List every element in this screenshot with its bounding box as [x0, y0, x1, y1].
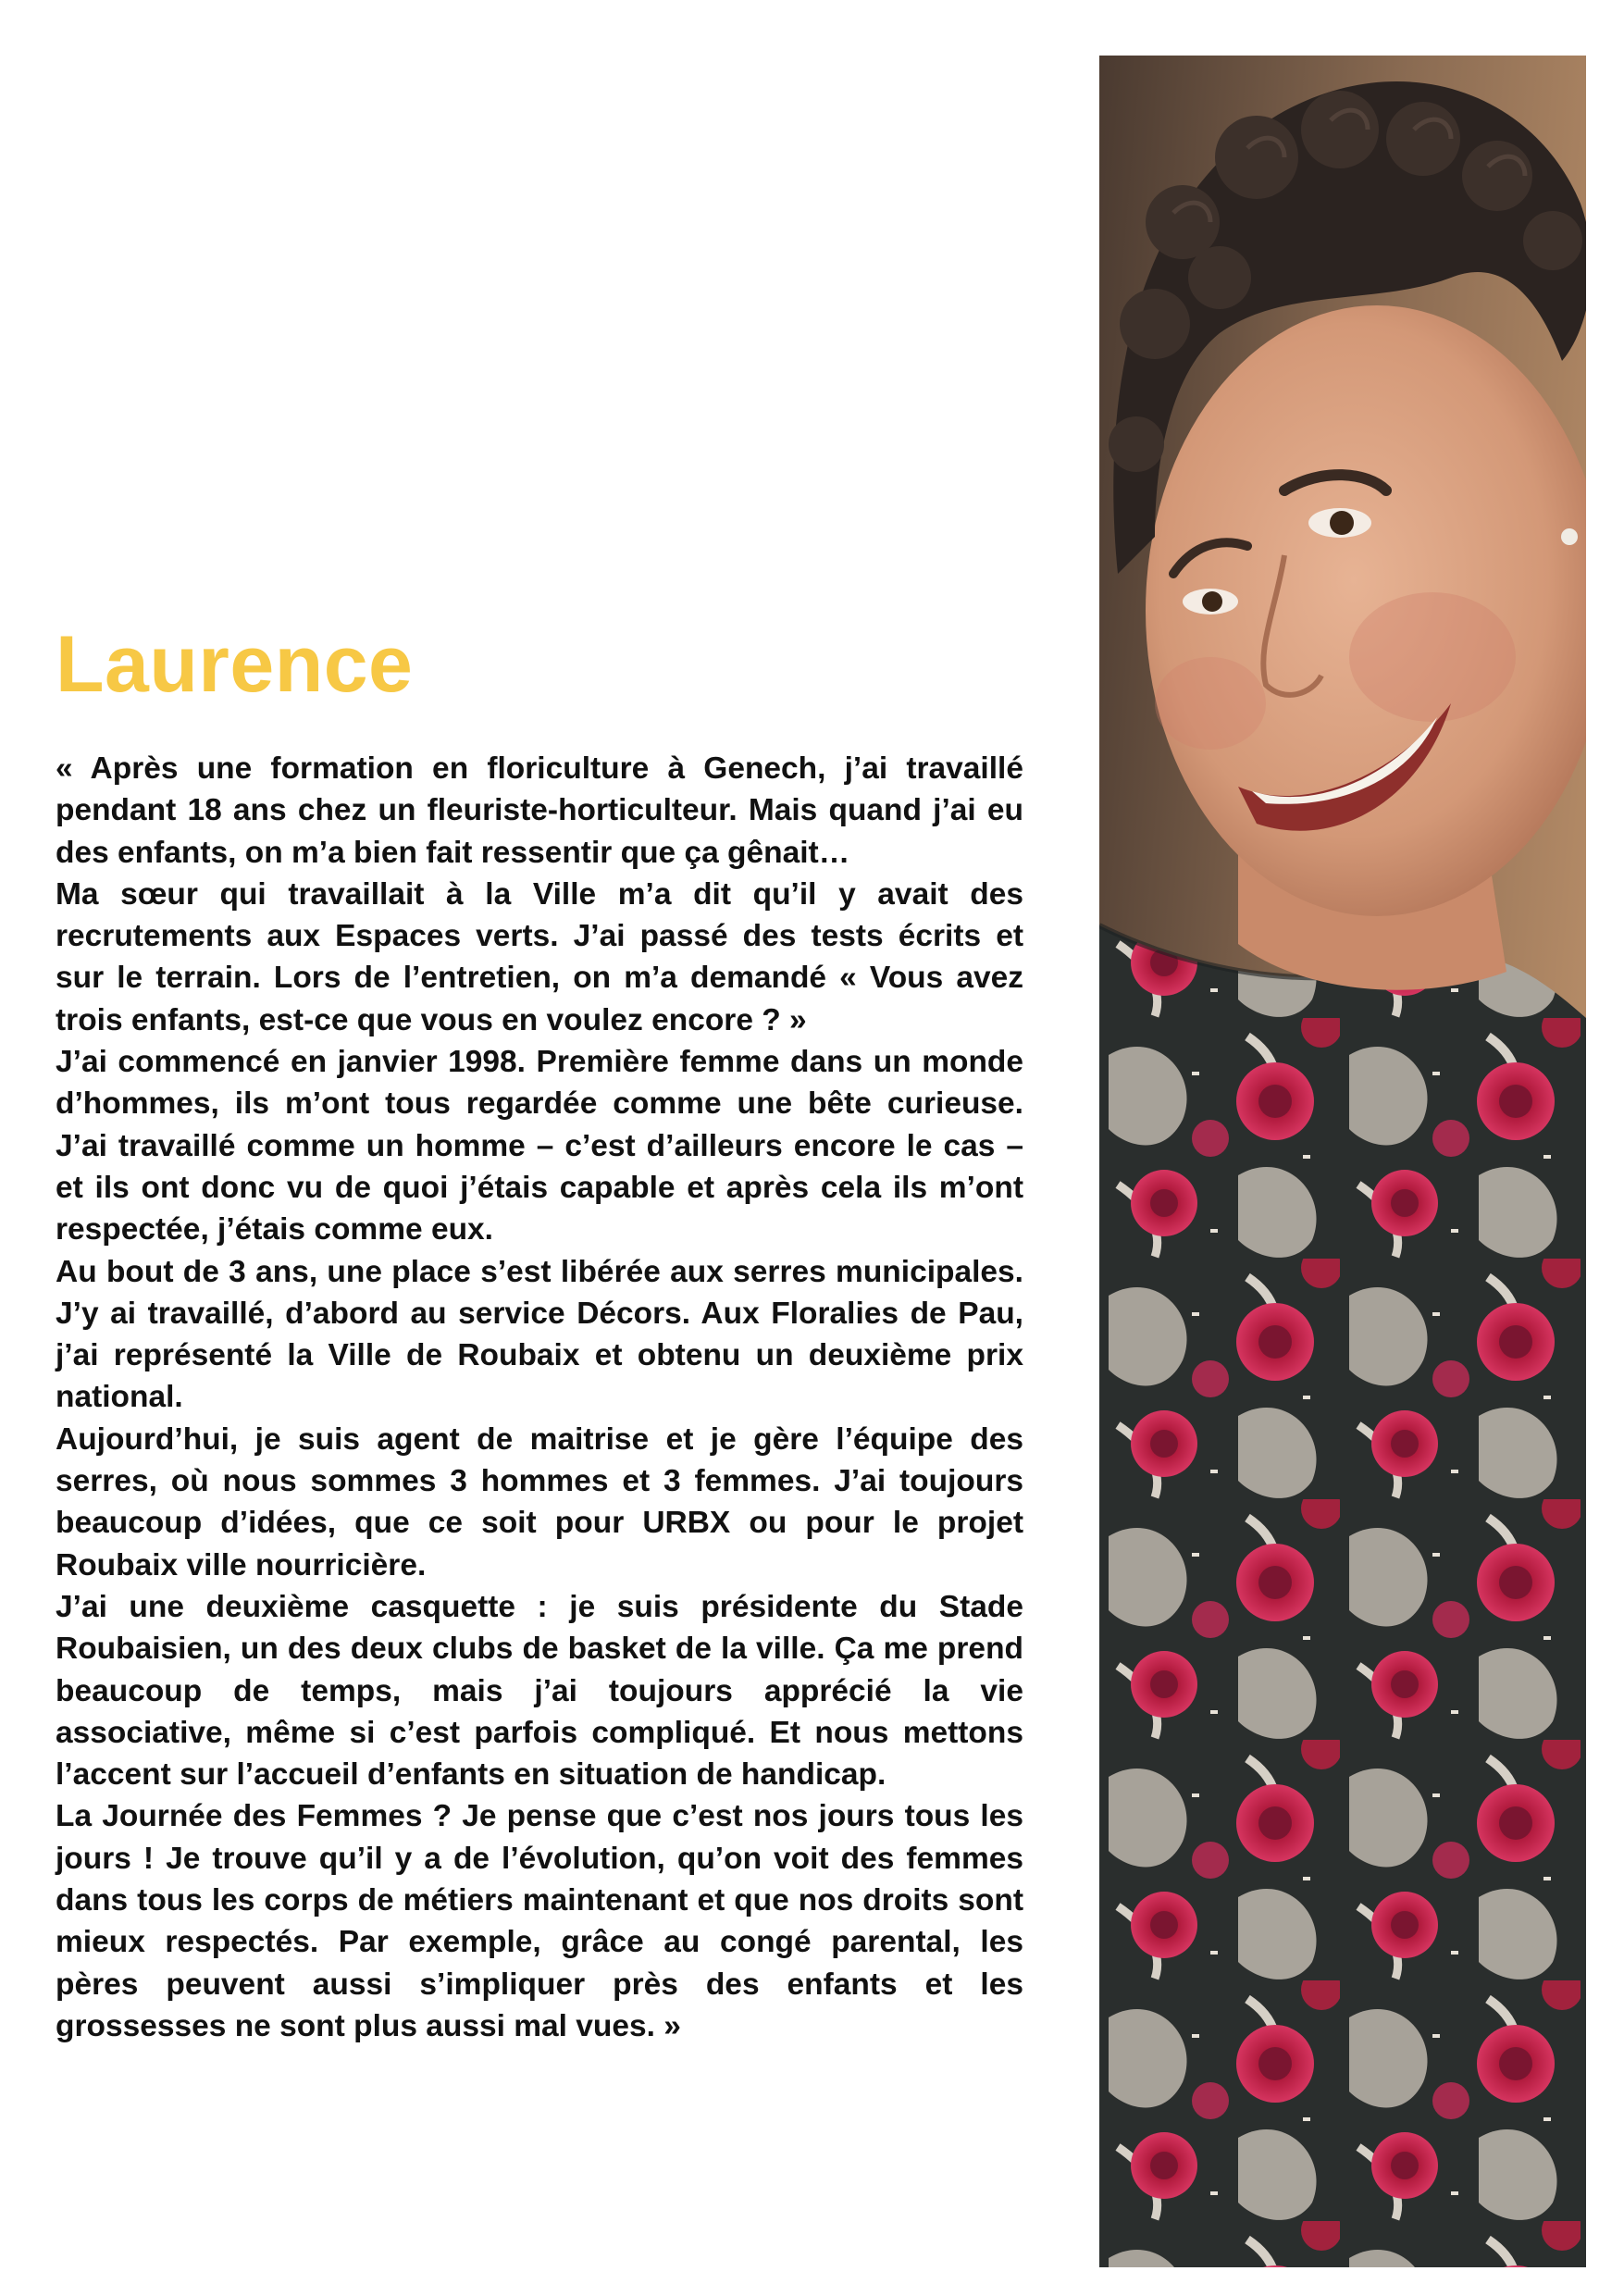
- paragraph: La Journée des Femmes ? Je pense que c’est nos jours tous les jours ! Je trouve qu’il y a de l’évolution, qu’on voit des femmes dans tous les corps de métiers maintenant et que nos droits sont mieux respectés. Par exemple, grâce au congé parental, les pères peuvent aussi s’impliquer près des enfants et les grossesses ne sont plus aussi mal vues. »: [56, 1799, 1023, 2043]
- paragraph: Aujourd’hui, je suis agent de maitrise et je gère l’équipe des serres, où nous sommes 3 hommes et 3 femmes. J’ai toujours beaucoup d’idées, que ce soit pour URBX ou pour le projet Roubaix ville nourricière.: [56, 1421, 1023, 1582]
- paragraph: Ma sœur qui travaillait à la Ville m’a dit qu’il y avait des recrutements aux Espaces verts. J’ai passé des tests écrits et sur le terrain. Lors de l’entretien, on m’a demandé « Vous avez trois enfants, est-ce que vous en voulez encore ? »: [56, 876, 1023, 1037]
- paragraph: « Après une formation en floriculture à Genech, j’ai travaillé pendant 18 ans chez un fleuriste-horticulteur. Mais quand j’ai eu des enfants, on m’a bien fait ressentir que ça gênait…: [56, 751, 1023, 870]
- paragraph: J’ai commencé en janvier 1998. Première femme dans un monde d’hommes, ils m’ont tous regardée comme une bête curieuse. J’ai travaillé comme un homme – c’est d’ailleurs encore le cas – et ils ont donc vu de quoi j’étais capable et après cela ils m’ont respectée, j’étais comme eux.: [56, 1045, 1023, 1247]
- testimony-text: [56, 748, 1023, 2047]
- portrait-photo: [1099, 56, 1586, 2267]
- paragraph: Au bout de 3 ans, une place s’est libérée aux serres municipales. J’y ai travaillé, d’abord au service Décors. Aux Floralies de Pau, j’ai représenté la Ville de Roubaix et obtenu un deuxième prix national.: [56, 1254, 1023, 1415]
- paragraph: J’ai une deuxième casquette : je suis présidente du Stade Roubaisien, un des deux clubs de basket de la ville. Ça me prend beaucoup de temps, mais j’ai toujours apprécié la vie associative, même si c’est parfois compliqué. Et nous mettons l’accent sur l’accueil d’enfants en situation de handicap.: [56, 1589, 1023, 1793]
- page-title: Laurence: [56, 620, 414, 709]
